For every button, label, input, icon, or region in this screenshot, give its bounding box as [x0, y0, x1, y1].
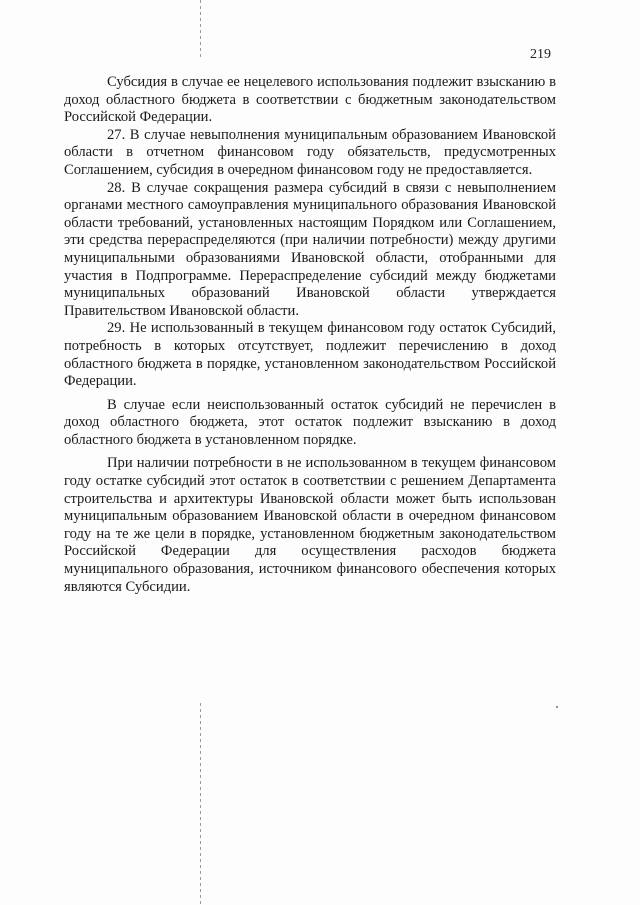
paragraph-subsidy-misuse: Субсидия в случае ее нецелевого использования подлежит взысканию в доход областного бюджета в соответствии с бюджетным законодательством Российской Федерации.	[64, 74, 556, 126]
scan-fold-line-top	[200, 0, 201, 58]
paragraph-29: 29. Не использованный в текущем финансовом году остаток Субсидий, потребность в которых отсутствует, подлежит перечислению в доход областного бюджета в порядке, установленном законодательством Российской Федерации.	[64, 320, 556, 390]
paragraph-27: 27. В случае невыполнения муниципальным образованием Ивановской области в отчетном финансовом году обязательств, предусмотренных Соглашением, субсидия в очередном финансовом году не предоставляется.	[64, 126, 556, 178]
page-number: 219	[530, 47, 551, 62]
paragraph-28: 28. В случае сокращения размера субсидий в связи с невыполнением органами местного самоуправления муниципального образования Ивановской области требований, установленных настоящим Порядком или Соглашением, эти средства перераспределяются (при наличии потребности) между другими муниципальными образованиями Ивановской области, отобранными для участия в Подпрограмме. Перераспределение субсидий между бюджетами муниципальных образований Ивановской области утверждается Правительством Ивановской области.	[64, 179, 556, 319]
scan-speck	[556, 706, 558, 708]
document-body	[64, 74, 556, 596]
paragraph-unspent-recovery: В случае если неиспользованный остаток субсидий не перечислен в доход областного бюджета, этот остаток подлежит взысканию в доход областного бюджета в установленном порядке.	[64, 396, 556, 448]
paragraph-unspent-reuse: При наличии потребности в не использованном в текущем финансовом году остатке субсидий этот остаток в соответствии с решением Департамента строительства и архитектуры Ивановской области может быть использован муниципальным образованием Ивановской области в очередном финансовом году на те же цели в порядке, установленном бюджетным законодательством Российской Федерации для осуществления расходов бюджета муниципального образования, источником финансового обеспечения которых являются Субсидии.	[64, 455, 556, 595]
scan-fold-line-bottom	[200, 703, 201, 905]
